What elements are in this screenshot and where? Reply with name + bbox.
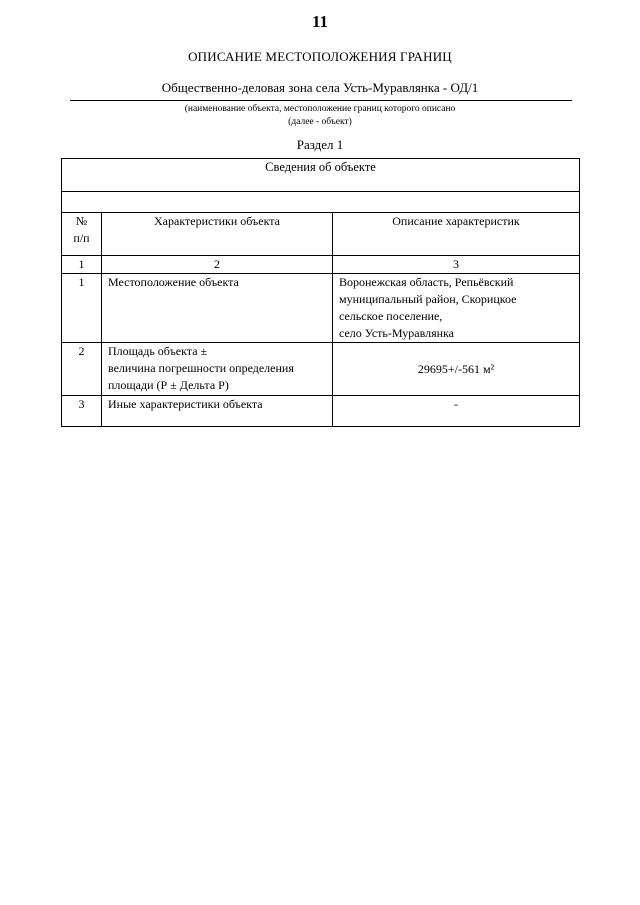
- object-name-caption: [0, 103, 640, 129]
- section-title: Раздел 1: [296, 137, 344, 152]
- row-number: 2: [62, 343, 102, 396]
- row-description-line: село Усть-Муравлянка: [339, 326, 454, 340]
- header-number-line-1: №: [75, 214, 88, 228]
- table-row: [62, 343, 580, 396]
- row-characteristic: [102, 274, 333, 343]
- document-title: ОПИСАНИЕ МЕСТОПОЛОЖЕНИЯ ГРАНИЦ: [188, 49, 452, 64]
- row-description-line: 29695+/-561 м²: [417, 361, 495, 376]
- table-row: [62, 396, 580, 427]
- column-number-3: 3: [333, 256, 580, 274]
- row-description-line: Воронежская область, Репьёвский: [339, 275, 514, 289]
- page-number: 11: [311, 12, 329, 31]
- row-description: [333, 343, 580, 396]
- row-characteristic-line: Площадь объекта ±: [108, 344, 208, 358]
- header-number-line-2: п/п: [73, 231, 90, 245]
- row-description: [333, 396, 580, 427]
- row-characteristic-line: Иные характеристики объекта: [108, 397, 263, 411]
- row-description-line: муниципальный район, Скорицкое: [339, 292, 517, 306]
- row-description-line: сельское поселение,: [339, 309, 443, 323]
- table-blank-cell: [62, 192, 580, 213]
- object-info-table: [61, 158, 580, 427]
- column-number-row: [62, 256, 580, 274]
- row-characteristic: [102, 396, 333, 427]
- table-blank-row: [62, 192, 580, 213]
- row-characteristic-line: величина погрешности определения: [108, 361, 294, 375]
- row-characteristic-line: Местоположение объекта: [108, 275, 239, 289]
- header-characteristics: Характеристики объекта: [102, 213, 333, 256]
- table-header-row: [62, 213, 580, 256]
- row-number: 1: [62, 274, 102, 343]
- table-title-row: [62, 159, 580, 192]
- header-description: Описание характеристик: [333, 213, 580, 256]
- caption-line-2: (далее - объект): [288, 117, 352, 127]
- table-title: Сведения об объекте: [62, 159, 580, 192]
- row-characteristic-line: площади (Р ± Дельта Р): [108, 378, 229, 392]
- row-description: [333, 274, 580, 343]
- object-name-underline: [70, 100, 572, 101]
- column-number-1: 1: [62, 256, 102, 274]
- column-number-2: 2: [102, 256, 333, 274]
- header-number: [62, 213, 102, 256]
- row-number: 3: [62, 396, 102, 427]
- table-row: [62, 274, 580, 343]
- row-characteristic: [102, 343, 333, 396]
- caption-line-1: (наименование объекта, местоположение границ которого описано: [184, 104, 456, 114]
- object-name: Общественно-деловая зона села Усть-Муравлянка - ОД/1: [161, 80, 479, 95]
- row-description-line: -: [454, 397, 458, 411]
